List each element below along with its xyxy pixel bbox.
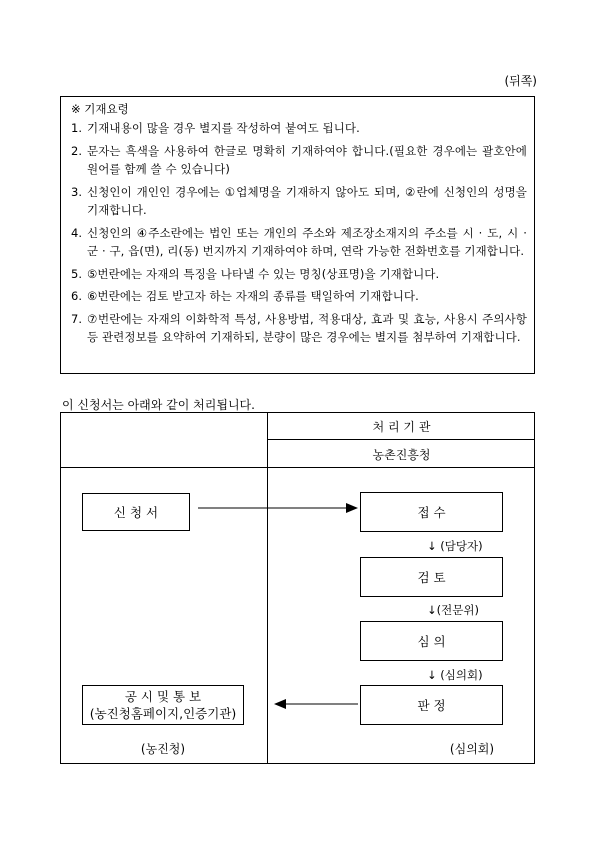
step-deliberation-note: ↓ (심의회) (427, 668, 483, 682)
guide-item: 3. 신청인이 개인인 경우에는 ①업체명을 기재하지 않아도 되며, ②란에 신청인의 성명을 기재합니다. (71, 184, 527, 217)
step-receive-note: ↓ (담당자) (427, 539, 483, 553)
step-review: 검 토 (360, 557, 503, 597)
guide-item: 2. 문자는 흑색을 사용하여 한글로 명확히 기재하여야 합니다.(필요한 경우에는 괄호안에 원어를 함께 쓸 수 있습니다) (71, 143, 527, 176)
page-side-label: (뒤쪽) (504, 74, 537, 88)
guide-item: 6. ⑥번란에는 검토 받고자 하는 자재의 종류를 택일하여 기재합니다. (71, 289, 419, 303)
guide-list (71, 119, 527, 351)
applicant-box: 신 청 서 (82, 493, 190, 531)
guide-item: 7. ⑦번란에는 자재의 이화학적 특성, 사용방법, 적용대상, 효과 및 효능, 사용시 주의사항 등 관련정보를 요약하여 기재하되, 분량이 많은 경우에는 별지를 첨부하여 기재합니다. (71, 311, 527, 344)
judgment-owner: (심의회) (449, 742, 495, 756)
step-receive: 접 수 (360, 492, 503, 532)
header-divider (267, 439, 535, 440)
guide-item: 1. 기재내용이 많을 경우 별지를 작성하여 붙여도 됩니다. (71, 121, 360, 135)
guide-item: 4. 신청인의 ④주소란에는 법인 또는 개인의 주소와 제조장소재지의 주소를 시 · 도, 시 · 군 · 구, 읍(면), 리(동) 번지까지 기재하여야 하며, 연락 가능한 전화번호를 기재합니다. (71, 225, 527, 258)
step-deliberation: 심 의 (360, 621, 503, 661)
notice-box: 공 시 및 통 보 (농진청홈페이지,인증기관) (82, 685, 244, 725)
step-review-note: ↓(전문위) (427, 603, 479, 617)
notice-arrow (270, 696, 362, 712)
column-divider (267, 412, 268, 764)
process-intro: 이 신청서는 아래와 같이 처리됩니다. (62, 398, 255, 412)
header-bottom-line (60, 467, 535, 468)
step-judgment: 판 정 (360, 685, 503, 725)
agency-header: 처 리 기 관 (372, 420, 431, 434)
guide-item: 5. ⑤번란에는 자재의 특징을 나타낼 수 있는 명칭(상표명)을 기재합니다. (71, 266, 440, 281)
submit-arrow (190, 500, 360, 516)
agency-name: 농촌진흥청 (372, 448, 431, 462)
guide-title: ※ 기재요령 (71, 102, 129, 116)
notice-owner: (농진청) (140, 742, 186, 756)
